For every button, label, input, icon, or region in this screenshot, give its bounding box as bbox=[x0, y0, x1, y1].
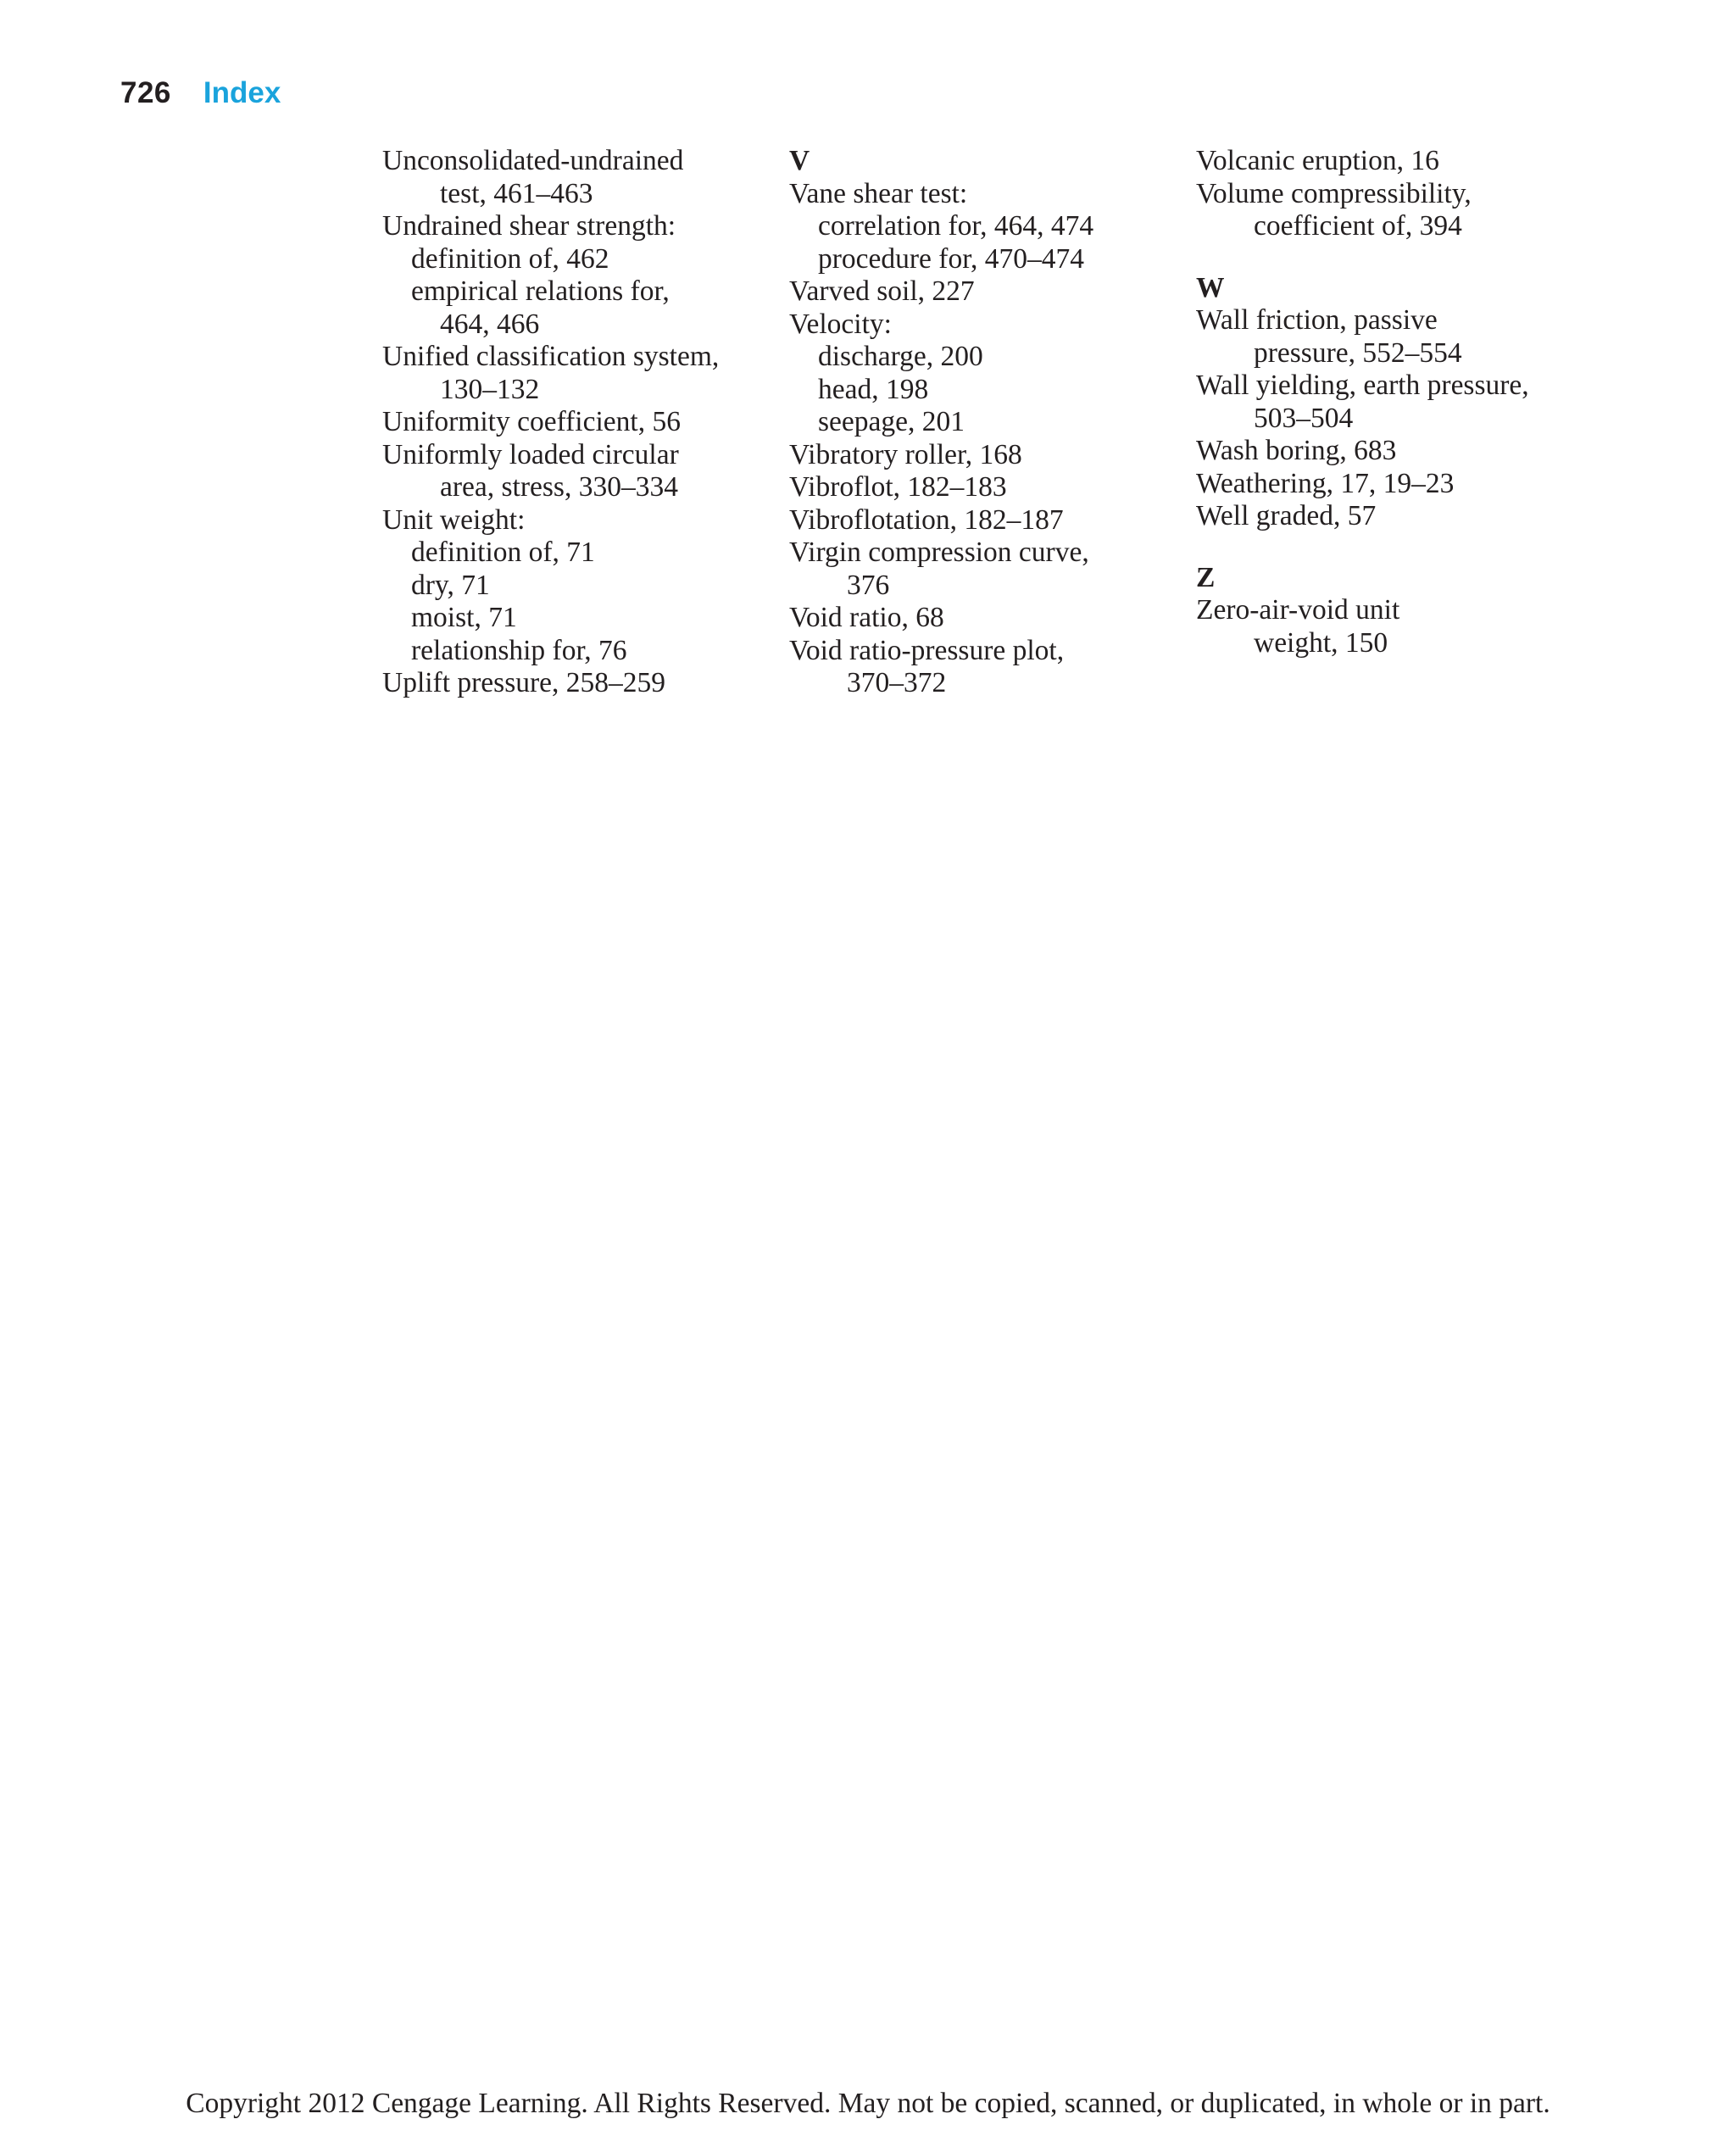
section-title: Index bbox=[203, 76, 281, 109]
index-entry: Unconsolidated-undrained bbox=[382, 145, 684, 176]
index-entry-continuation: pressure, 552–554 bbox=[1254, 337, 1462, 369]
index-entry: Vibratory roller, 168 bbox=[789, 438, 1022, 470]
index-entry: Unit weight: bbox=[382, 503, 526, 536]
page-number: 726 bbox=[120, 76, 171, 109]
index-letter-heading: V bbox=[789, 145, 810, 176]
index-entry: Weathering, 17, 19–23 bbox=[1196, 467, 1455, 499]
index-entry: Uplift pressure, 258–259 bbox=[382, 667, 666, 698]
index-entry: Wall yielding, earth pressure, bbox=[1196, 370, 1529, 401]
index-letter-heading: W bbox=[1196, 271, 1225, 303]
index-entry: Uniformly loaded circular bbox=[382, 438, 679, 470]
index-group-gap bbox=[1196, 243, 1620, 272]
index-subentry: discharge, 200 bbox=[818, 341, 983, 372]
index-subentry: correlation for, 464, 474 bbox=[818, 210, 1094, 242]
index-subentry: procedure for, 470–474 bbox=[818, 242, 1085, 275]
index-subentry: seepage, 201 bbox=[818, 406, 965, 437]
index-entry: Volume compressibility, bbox=[1196, 177, 1472, 209]
index-subentry: relationship for, 76 bbox=[411, 634, 627, 666]
running-head bbox=[120, 73, 281, 114]
index-subentry: dry, 71 bbox=[411, 569, 490, 601]
index-entry: Void ratio, 68 bbox=[789, 602, 944, 633]
index-entry-continuation: 464, 466 bbox=[440, 308, 540, 340]
index-subentry: head, 198 bbox=[818, 373, 929, 405]
index-entry: Zero-air-void unit bbox=[1196, 594, 1400, 626]
index-entry: Vibroflotation, 182–187 bbox=[789, 503, 1064, 536]
index-entry: Unified classification system, bbox=[382, 341, 720, 372]
index-entry: Wash boring, 683 bbox=[1196, 435, 1397, 466]
index-entry: Volcanic eruption, 16 bbox=[1196, 145, 1439, 176]
index-entry: Varved soil, 227 bbox=[789, 275, 975, 307]
index-entry-continuation: coefficient of, 394 bbox=[1254, 210, 1462, 242]
index-entry-continuation: area, stress, 330–334 bbox=[440, 471, 678, 503]
index-entry: Wall friction, passive bbox=[1196, 304, 1438, 336]
index-group-gap bbox=[1196, 533, 1620, 562]
index-entry-continuation: test, 461–463 bbox=[440, 177, 593, 209]
index-column-2 bbox=[789, 145, 1188, 700]
index-entry: Velocity: bbox=[789, 308, 892, 340]
index-entry-continuation: 370–372 bbox=[847, 667, 947, 698]
index-column-3 bbox=[1196, 145, 1620, 659]
index-entry: Vane shear test: bbox=[789, 177, 968, 209]
index-entry-continuation: 376 bbox=[847, 569, 890, 601]
index-letter-heading: Z bbox=[1196, 561, 1216, 593]
index-entry: Vibroflot, 182–183 bbox=[789, 471, 1007, 503]
index-entry: Undrained shear strength: bbox=[382, 210, 676, 242]
index-entry: Virgin compression curve, bbox=[789, 537, 1089, 568]
index-entry: Well graded, 57 bbox=[1196, 500, 1377, 531]
index-column-1 bbox=[382, 145, 781, 700]
index-entry: Void ratio-pressure plot, bbox=[789, 634, 1065, 666]
copyright-notice: Copyright 2012 Cengage Learning. All Rights Reserved. May not be copied, scanned, or duplicated, in whole or in part. bbox=[186, 2088, 1550, 2119]
index-entry: Uniformity coefficient, 56 bbox=[382, 406, 681, 437]
index-subentry: moist, 71 bbox=[411, 602, 517, 633]
index-entry-continuation: weight, 150 bbox=[1254, 626, 1388, 659]
index-subentry: definition of, 462 bbox=[411, 242, 609, 275]
index-subentry: empirical relations for, bbox=[411, 275, 670, 307]
index-subentry: definition of, 71 bbox=[411, 537, 595, 568]
index-entry-continuation: 130–132 bbox=[440, 373, 540, 405]
index-entry-continuation: 503–504 bbox=[1254, 402, 1354, 434]
